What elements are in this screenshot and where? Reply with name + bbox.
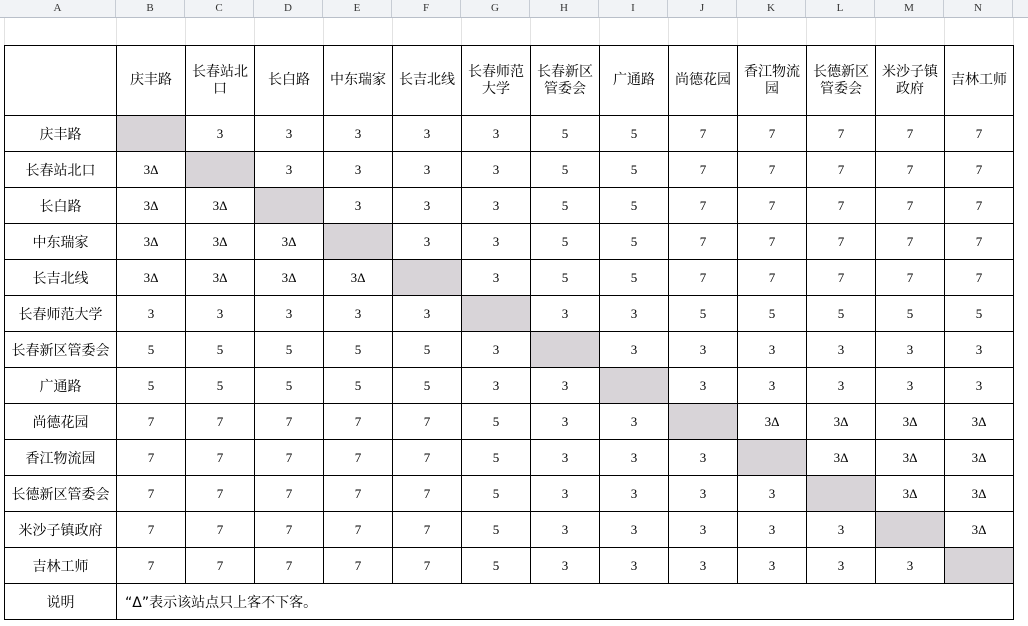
fare-cell[interactable]: 5	[807, 296, 876, 332]
fare-cell[interactable]: 5	[462, 548, 531, 584]
fare-cell[interactable]: 7	[324, 548, 393, 584]
fare-cell[interactable]: 3	[462, 152, 531, 188]
fare-cell[interactable]: 3	[669, 476, 738, 512]
diagonal-cell[interactable]	[738, 440, 807, 476]
column-header-l[interactable]: L	[806, 0, 875, 17]
row-station-label[interactable]: 长吉北线	[5, 260, 117, 296]
fare-cell[interactable]: 7	[255, 404, 324, 440]
fare-cell[interactable]: 5	[531, 260, 600, 296]
fare-cell[interactable]: 3	[945, 368, 1014, 404]
fare-cell[interactable]: 3	[669, 440, 738, 476]
fare-cell[interactable]: 3	[186, 296, 255, 332]
fare-cell[interactable]: 7	[738, 188, 807, 224]
fare-cell[interactable]: 7	[393, 476, 462, 512]
fare-cell[interactable]: 5	[186, 368, 255, 404]
fare-cell[interactable]: 3	[738, 368, 807, 404]
fare-cell[interactable]: 5	[669, 296, 738, 332]
fare-cell[interactable]: 3	[600, 296, 669, 332]
fare-cell[interactable]: 3	[738, 548, 807, 584]
fare-cell[interactable]: 7	[669, 188, 738, 224]
fare-cell[interactable]: 7	[324, 440, 393, 476]
column-header-n[interactable]: N	[944, 0, 1013, 17]
fare-cell[interactable]: 3	[876, 332, 945, 368]
note-text[interactable]: “Δ”表示该站点只上客不下客。	[117, 584, 1014, 620]
diagonal-cell[interactable]	[117, 116, 186, 152]
fare-cell[interactable]: 5	[600, 116, 669, 152]
diagonal-cell[interactable]	[393, 260, 462, 296]
fare-cell[interactable]: 3	[738, 332, 807, 368]
fare-cell[interactable]: 3	[531, 440, 600, 476]
column-header-f[interactable]: F	[392, 0, 461, 17]
diagonal-cell[interactable]	[462, 296, 531, 332]
fare-cell[interactable]: 5	[393, 332, 462, 368]
fare-cell[interactable]: 7	[186, 476, 255, 512]
column-header-h[interactable]: H	[530, 0, 599, 17]
fare-cell[interactable]: 3	[324, 188, 393, 224]
row-station-label[interactable]: 庆丰路	[5, 116, 117, 152]
row-station-label[interactable]: 米沙子镇政府	[5, 512, 117, 548]
fare-cell[interactable]: 5	[600, 188, 669, 224]
fare-cell[interactable]: 5	[462, 512, 531, 548]
diagonal-cell[interactable]	[324, 224, 393, 260]
fare-cell[interactable]: 3	[324, 296, 393, 332]
fare-cell[interactable]: 5	[600, 224, 669, 260]
fare-cell[interactable]: 3	[393, 296, 462, 332]
fare-cell[interactable]: 7	[117, 404, 186, 440]
fare-cell[interactable]: 3	[324, 116, 393, 152]
fare-cell[interactable]: 7	[186, 512, 255, 548]
column-header-k[interactable]: K	[737, 0, 806, 17]
fare-cell[interactable]: 5	[255, 368, 324, 404]
fare-cell[interactable]: 3	[393, 224, 462, 260]
fare-cell[interactable]: 3Δ	[117, 224, 186, 260]
fare-cell[interactable]: 7	[255, 440, 324, 476]
fare-cell[interactable]: 3	[600, 404, 669, 440]
station-header-row	[5, 46, 1014, 116]
fare-cell[interactable]: 7	[945, 224, 1014, 260]
header-station-6[interactable]: 长春新区管委会	[531, 46, 600, 116]
row-station-label[interactable]: 广通路	[5, 368, 117, 404]
fare-cell[interactable]: 7	[255, 476, 324, 512]
fare-cell[interactable]: 3	[462, 260, 531, 296]
fare-cell[interactable]: 5	[324, 332, 393, 368]
row-station-label[interactable]: 长德新区管委会	[5, 476, 117, 512]
fare-cell[interactable]: 7	[876, 152, 945, 188]
fare-cell[interactable]: 3	[393, 152, 462, 188]
fare-cell[interactable]: 7	[876, 188, 945, 224]
column-header-g[interactable]: G	[461, 0, 530, 17]
diagonal-cell[interactable]	[186, 152, 255, 188]
diagonal-cell[interactable]	[876, 512, 945, 548]
fare-cell[interactable]: 3Δ	[117, 260, 186, 296]
fare-cell[interactable]: 7	[807, 224, 876, 260]
fare-cell[interactable]: 7	[669, 116, 738, 152]
fare-cell[interactable]: 3Δ	[186, 188, 255, 224]
row-station-label[interactable]: 中东瑞家	[5, 224, 117, 260]
fare-cell[interactable]: 3	[600, 332, 669, 368]
fare-cell[interactable]: 3Δ	[945, 512, 1014, 548]
fare-cell[interactable]: 3	[255, 152, 324, 188]
fare-cell[interactable]: 7	[669, 152, 738, 188]
header-station-3[interactable]: 中东瑞家	[324, 46, 393, 116]
fare-cell[interactable]: 3	[669, 368, 738, 404]
fare-cell[interactable]: 3	[807, 332, 876, 368]
fare-cell[interactable]: 7	[393, 548, 462, 584]
column-header-j[interactable]: J	[668, 0, 737, 17]
fare-cell[interactable]: 5	[738, 296, 807, 332]
fare-cell[interactable]: 5	[600, 152, 669, 188]
table-row	[5, 404, 1014, 440]
fare-cell[interactable]: 3	[600, 476, 669, 512]
fare-cell[interactable]: 7	[945, 152, 1014, 188]
fare-cell[interactable]: 3	[600, 548, 669, 584]
fare-cell[interactable]: 7	[186, 404, 255, 440]
fare-cell[interactable]: 7	[255, 548, 324, 584]
fare-cell[interactable]: 3Δ	[255, 260, 324, 296]
fare-cell[interactable]: 3	[462, 116, 531, 152]
fare-cell[interactable]: 3	[255, 116, 324, 152]
fare-cell[interactable]: 7	[807, 116, 876, 152]
header-station-12[interactable]: 吉林工师	[945, 46, 1014, 116]
fare-cell[interactable]: 3	[531, 512, 600, 548]
corner-cell[interactable]	[5, 46, 117, 116]
table-row	[5, 152, 1014, 188]
column-header-i[interactable]: I	[599, 0, 668, 17]
fare-cell[interactable]: 3	[807, 548, 876, 584]
fare-cell[interactable]: 3	[669, 512, 738, 548]
fare-cell[interactable]: 5	[462, 476, 531, 512]
fare-cell[interactable]: 5	[531, 188, 600, 224]
row-station-label[interactable]: 长春新区管委会	[5, 332, 117, 368]
table-row	[5, 548, 1014, 584]
fare-cell[interactable]: 3	[462, 332, 531, 368]
fare-cell[interactable]: 3	[324, 152, 393, 188]
fare-cell[interactable]: 7	[876, 260, 945, 296]
row-station-label[interactable]: 长白路	[5, 188, 117, 224]
fare-cell[interactable]: 5	[117, 368, 186, 404]
fare-cell[interactable]: 7	[117, 512, 186, 548]
fare-cell[interactable]: 7	[807, 152, 876, 188]
fare-cell[interactable]: 3	[876, 368, 945, 404]
fare-cell[interactable]: 3	[669, 548, 738, 584]
fare-cell[interactable]: 7	[738, 260, 807, 296]
fare-cell[interactable]: 7	[876, 116, 945, 152]
row-station-label[interactable]: 尚德花园	[5, 404, 117, 440]
fare-cell[interactable]: 3	[807, 368, 876, 404]
fare-cell[interactable]: 3Δ	[876, 404, 945, 440]
fare-cell[interactable]: 3Δ	[945, 404, 1014, 440]
column-header-a[interactable]: A	[0, 0, 116, 17]
fare-cell[interactable]: 3	[462, 224, 531, 260]
fare-cell[interactable]: 3	[462, 368, 531, 404]
column-header-c[interactable]: C	[185, 0, 254, 17]
fare-cell[interactable]: 3	[393, 188, 462, 224]
row-station-label[interactable]: 长春站北口	[5, 152, 117, 188]
row-station-label[interactable]: 吉林工师	[5, 548, 117, 584]
header-station-1[interactable]: 长春站北口	[186, 46, 255, 116]
header-station-10[interactable]: 长德新区管委会	[807, 46, 876, 116]
fare-cell[interactable]: 3	[393, 116, 462, 152]
diagonal-cell[interactable]	[945, 548, 1014, 584]
fare-cell[interactable]: 7	[393, 512, 462, 548]
fare-cell[interactable]: 3	[807, 512, 876, 548]
header-station-2[interactable]: 长白路	[255, 46, 324, 116]
note-row	[5, 584, 1014, 620]
table-row	[5, 188, 1014, 224]
fare-table	[4, 45, 1014, 620]
fare-cell[interactable]: 5	[117, 332, 186, 368]
fare-cell[interactable]: 3	[669, 332, 738, 368]
table-row	[5, 332, 1014, 368]
fare-cell[interactable]: 7	[324, 512, 393, 548]
fare-cell[interactable]: 3	[255, 296, 324, 332]
row-station-label[interactable]: 香江物流园	[5, 440, 117, 476]
fare-cell[interactable]: 7	[255, 512, 324, 548]
table-row	[5, 476, 1014, 512]
fare-cell[interactable]: 7	[324, 476, 393, 512]
header-station-5[interactable]: 长春师范大学	[462, 46, 531, 116]
column-header-d[interactable]: D	[254, 0, 323, 17]
note-label[interactable]: 说明	[5, 584, 117, 620]
fare-cell[interactable]: 7	[807, 188, 876, 224]
fare-cell[interactable]: 3Δ	[324, 260, 393, 296]
fare-cell[interactable]: 7	[186, 440, 255, 476]
fare-cell[interactable]: 3Δ	[945, 440, 1014, 476]
fare-cell[interactable]: 7	[876, 224, 945, 260]
blank-row[interactable]	[0, 18, 1028, 45]
fare-cell[interactable]: 5	[462, 440, 531, 476]
column-header-m[interactable]: M	[875, 0, 944, 17]
fare-cell[interactable]: 3Δ	[738, 404, 807, 440]
fare-cell[interactable]: 7	[669, 260, 738, 296]
fare-cell[interactable]: 3	[738, 512, 807, 548]
fare-cell[interactable]: 3	[531, 368, 600, 404]
diagonal-cell[interactable]	[807, 476, 876, 512]
fare-cell[interactable]: 7	[945, 188, 1014, 224]
header-station-4[interactable]: 长吉北线	[393, 46, 462, 116]
fare-cell[interactable]: 3	[186, 116, 255, 152]
fare-cell[interactable]: 7	[738, 224, 807, 260]
fare-cell[interactable]: 7	[945, 116, 1014, 152]
diagonal-cell[interactable]	[600, 368, 669, 404]
fare-cell[interactable]: 7	[117, 440, 186, 476]
fare-cell[interactable]: 3Δ	[945, 476, 1014, 512]
fare-cell[interactable]: 3	[531, 548, 600, 584]
diagonal-cell[interactable]	[669, 404, 738, 440]
fare-cell[interactable]: 3	[531, 296, 600, 332]
fare-cell[interactable]: 5	[531, 116, 600, 152]
fare-cell[interactable]: 5	[531, 152, 600, 188]
fare-cell[interactable]: 3	[876, 548, 945, 584]
fare-cell[interactable]: 5	[324, 368, 393, 404]
column-header-e[interactable]: E	[323, 0, 392, 17]
diagonal-cell[interactable]	[531, 332, 600, 368]
fare-cell[interactable]: 3	[600, 512, 669, 548]
fare-cell[interactable]: 7	[669, 224, 738, 260]
fare-cell[interactable]: 5	[462, 404, 531, 440]
fare-cell[interactable]: 7	[807, 260, 876, 296]
header-station-11[interactable]: 米沙子镇政府	[876, 46, 945, 116]
fare-cell[interactable]: 3Δ	[186, 260, 255, 296]
fare-cell[interactable]: 3Δ	[876, 440, 945, 476]
fare-cell[interactable]: 3	[738, 476, 807, 512]
fare-cell[interactable]: 3Δ	[117, 152, 186, 188]
fare-cell[interactable]: 7	[393, 440, 462, 476]
fare-cell[interactable]: 5	[945, 296, 1014, 332]
column-header-bar	[0, 0, 1028, 18]
fare-cell[interactable]: 7	[738, 152, 807, 188]
fare-cell[interactable]: 7	[738, 116, 807, 152]
fare-cell[interactable]: 3Δ	[807, 404, 876, 440]
fare-cell[interactable]: 7	[117, 476, 186, 512]
header-station-0[interactable]: 庆丰路	[117, 46, 186, 116]
row-station-label[interactable]: 长春师范大学	[5, 296, 117, 332]
fare-cell[interactable]: 7	[324, 404, 393, 440]
table-row	[5, 260, 1014, 296]
table-row	[5, 116, 1014, 152]
table-row	[5, 512, 1014, 548]
fare-cell[interactable]: 3Δ	[117, 188, 186, 224]
fare-cell[interactable]: 5	[186, 332, 255, 368]
fare-cell[interactable]: 3	[945, 332, 1014, 368]
fare-cell[interactable]: 3	[531, 476, 600, 512]
fare-cell[interactable]: 3	[531, 404, 600, 440]
fare-cell[interactable]: 3Δ	[807, 440, 876, 476]
fare-cell[interactable]: 3	[117, 296, 186, 332]
header-station-9[interactable]: 香江物流园	[738, 46, 807, 116]
fare-cell[interactable]: 5	[255, 332, 324, 368]
fare-cell[interactable]: 3Δ	[255, 224, 324, 260]
fare-cell[interactable]: 5	[876, 296, 945, 332]
column-header-b[interactable]: B	[116, 0, 185, 17]
header-station-8[interactable]: 尚德花园	[669, 46, 738, 116]
fare-cell[interactable]: 7	[945, 260, 1014, 296]
fare-cell[interactable]: 7	[186, 548, 255, 584]
diagonal-cell[interactable]	[255, 188, 324, 224]
fare-cell[interactable]: 7	[117, 548, 186, 584]
header-station-7[interactable]: 广通路	[600, 46, 669, 116]
fare-cell[interactable]: 3	[462, 188, 531, 224]
fare-cell[interactable]: 3Δ	[186, 224, 255, 260]
table-row	[5, 224, 1014, 260]
fare-cell[interactable]: 5	[393, 368, 462, 404]
fare-cell[interactable]: 3Δ	[876, 476, 945, 512]
table-row	[5, 440, 1014, 476]
table-row	[5, 296, 1014, 332]
fare-cell[interactable]: 5	[600, 260, 669, 296]
fare-cell[interactable]: 3	[600, 440, 669, 476]
fare-cell[interactable]: 7	[393, 404, 462, 440]
table-row	[5, 368, 1014, 404]
fare-cell[interactable]: 5	[531, 224, 600, 260]
